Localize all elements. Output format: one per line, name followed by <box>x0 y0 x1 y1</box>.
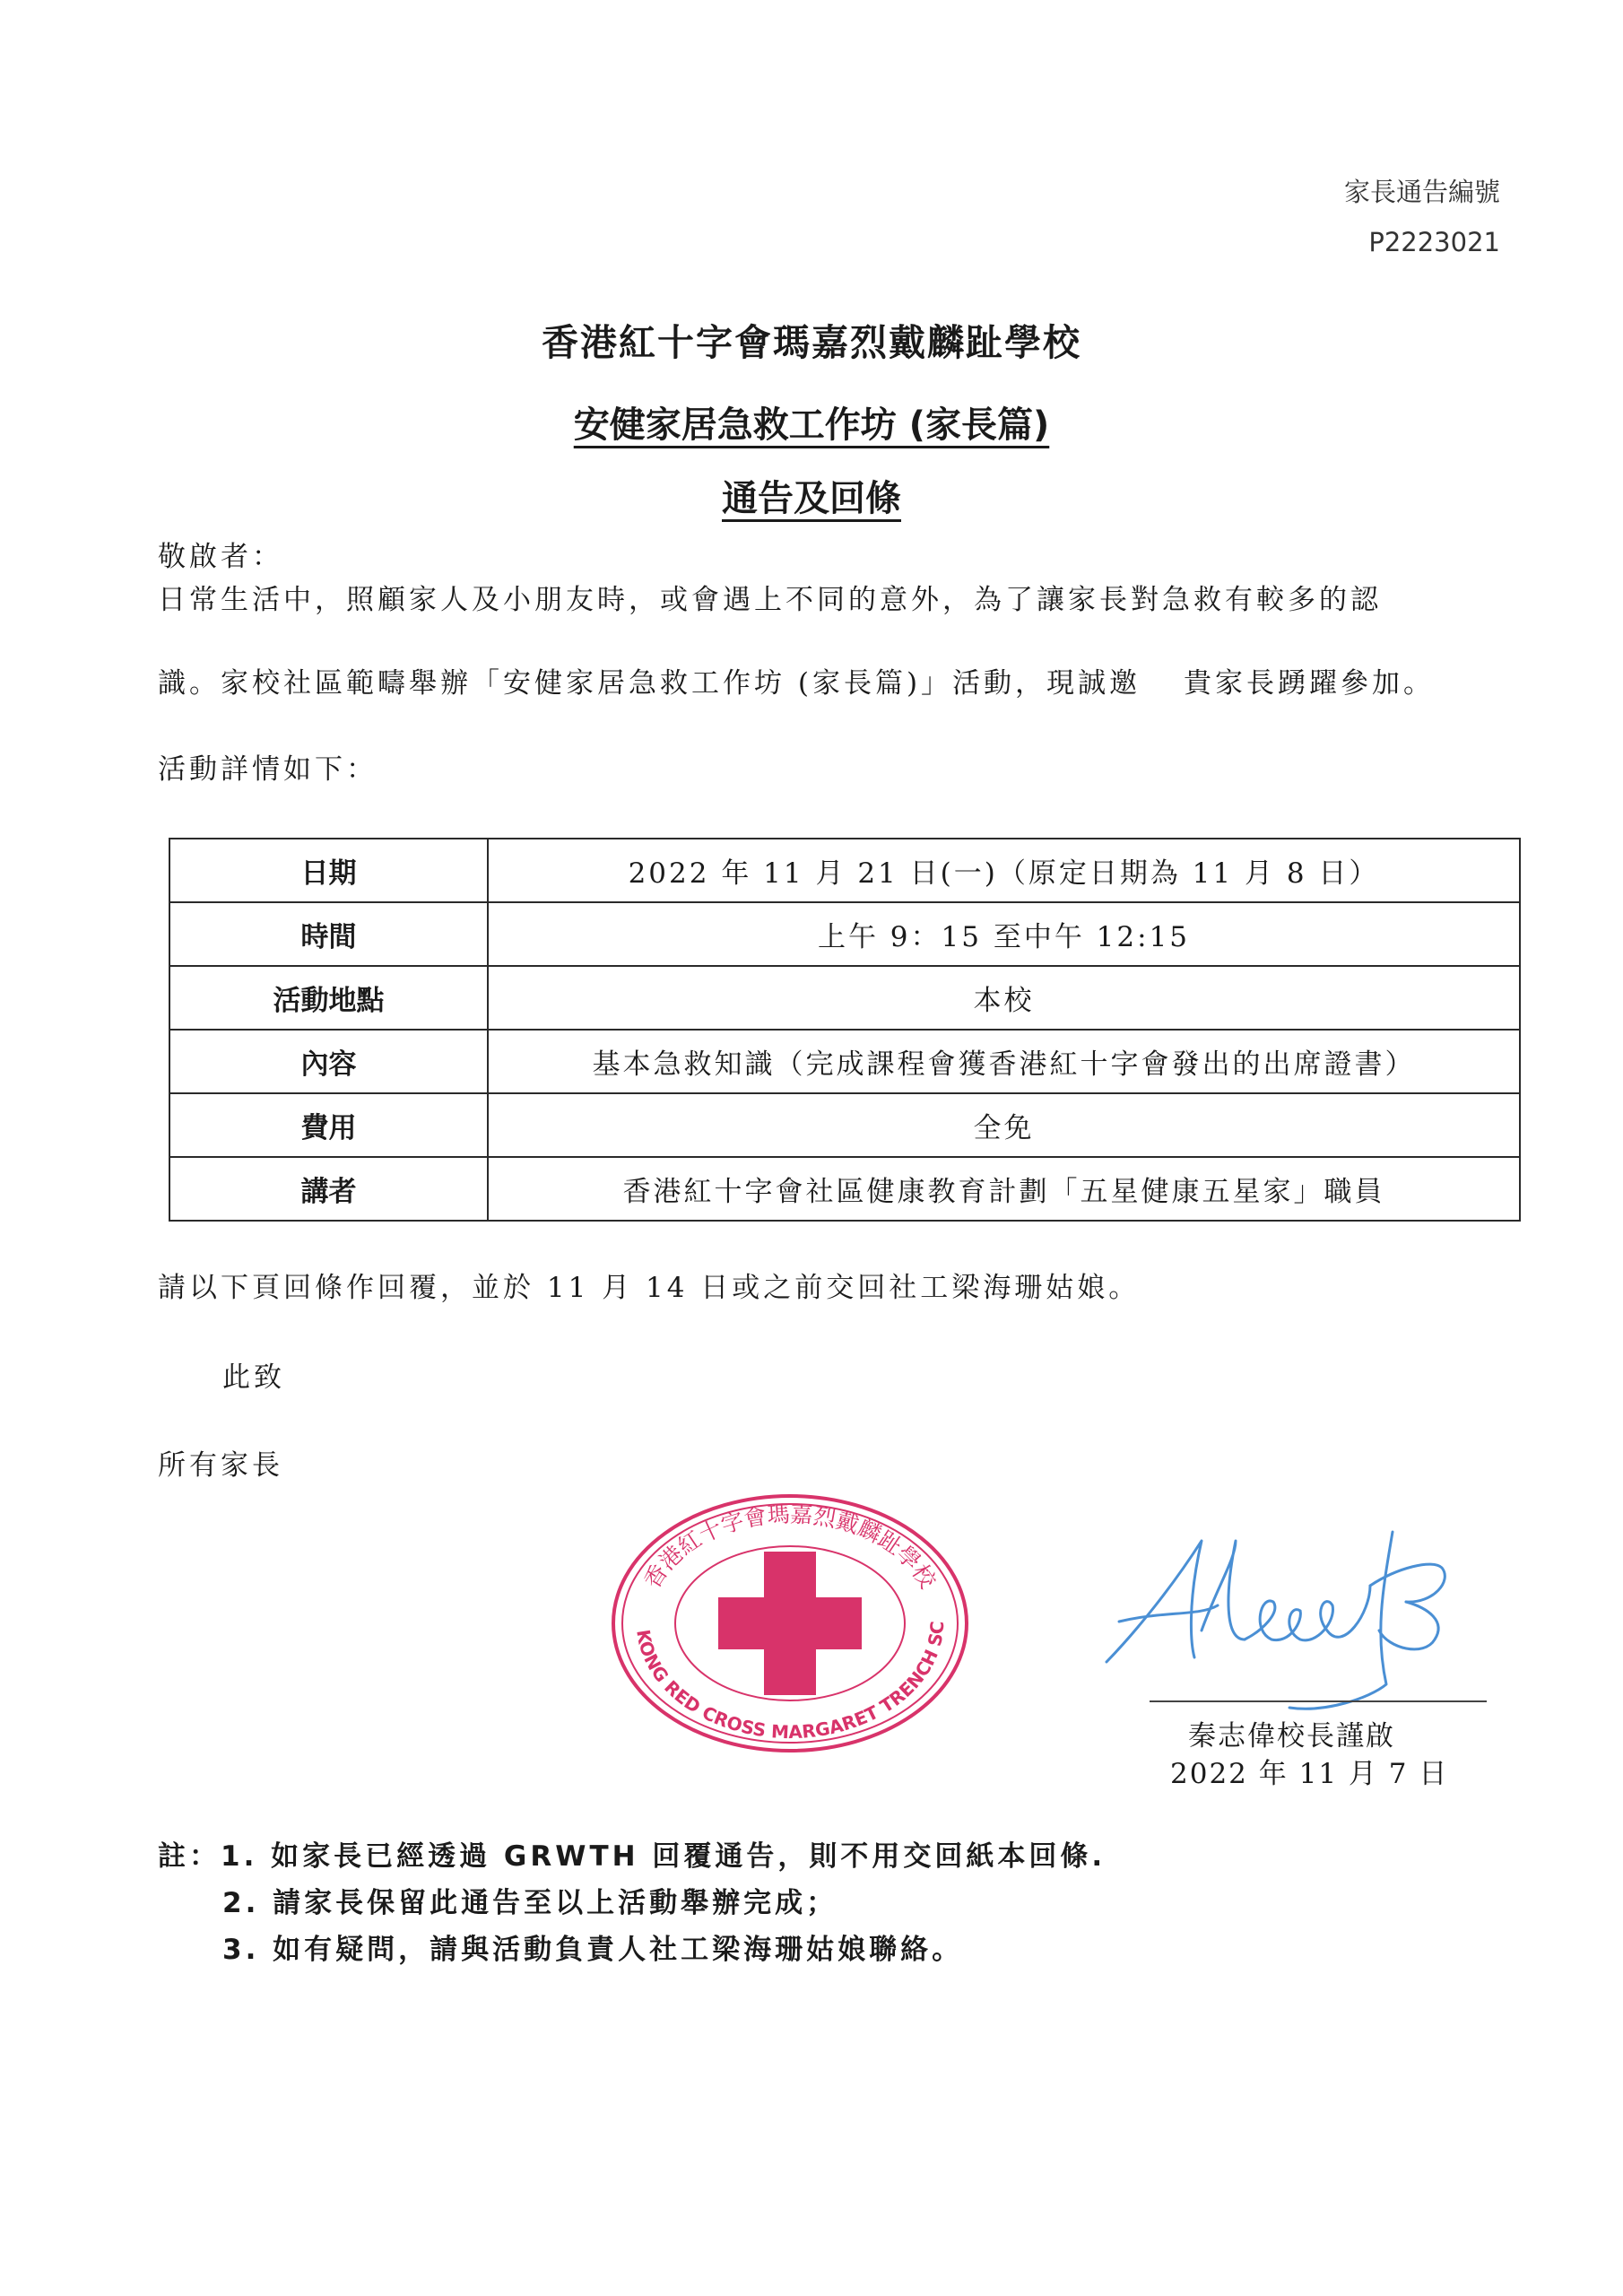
recipient: 所有家長 <box>158 1449 283 1482</box>
detail-label: 費用 <box>169 1093 488 1157</box>
notice-title <box>0 404 1623 447</box>
note-3: 3. 如有疑問，請與活動負責人社工梁海珊姑娘聯絡。 <box>222 1934 964 1966</box>
detail-value: 香港紅十字會社區健康教育計劃「五星健康五星家」職員 <box>488 1157 1520 1221</box>
notice-title-text: 安健家居急救工作坊 (家長篇) <box>573 404 1050 446</box>
body-line-2 <box>158 667 1435 700</box>
table-row <box>169 1157 1520 1221</box>
notice-subtitle-text: 通告及回條 <box>722 478 901 519</box>
school-name: 香港紅十字會瑪嘉烈戴麟趾學校 <box>542 321 1081 364</box>
detail-label: 時間 <box>169 902 488 966</box>
signature-date: 2022 年 11 月 7 日 <box>1170 1758 1449 1790</box>
signature-line <box>1150 1700 1487 1702</box>
body-line-1: 日常生活中，照顧家人及小朋友時，或會遇上不同的意外，為了讓家長對急救有較多的認 <box>158 584 1382 616</box>
closing: 此致 <box>222 1361 285 1394</box>
table-row <box>169 966 1520 1030</box>
body-line-2a: 識。家校社區範疇舉辦「安健家居急救工作坊 (家長篇)」活動，現誠邀 <box>158 667 1141 700</box>
detail-label: 講者 <box>169 1157 488 1221</box>
reply-instruction: 請以下頁回條作回覆，並於 11 月 14 日或之前交回社工梁海珊姑娘。 <box>158 1272 1141 1304</box>
detail-value: 基本急救知識（完成課程會獲香港紅十字會發出的出席證書） <box>488 1030 1520 1093</box>
signer-name: 秦志偉校長謹啟 <box>1188 1720 1395 1752</box>
table-row <box>169 902 1520 966</box>
school-seal <box>606 1489 974 1761</box>
seal-text-cn: 香港紅十字會瑪嘉烈戴麟趾學校 <box>638 1500 942 1593</box>
signature-icon <box>1101 1505 1478 1720</box>
activity-details-table <box>169 838 1521 1222</box>
detail-value: 全免 <box>488 1093 1520 1157</box>
red-cross-icon <box>718 1552 862 1695</box>
detail-label: 日期 <box>169 839 488 902</box>
details-intro: 活動詳情如下： <box>158 753 378 786</box>
detail-label: 活動地點 <box>169 966 488 1030</box>
table-row <box>169 1093 1520 1157</box>
seal-text-en: KONG RED CROSS MARGARET TRENCH SC <box>632 1620 949 1744</box>
note-1: 註：1. 如家長已經透過 GRWTH 回覆通告，則不用交回紙本回條. <box>158 1840 1107 1873</box>
table-row <box>169 839 1520 902</box>
note-2: 2. 請家長保留此通告至以上活動舉辦完成； <box>222 1887 838 1919</box>
notice-ref-label: 家長通告編號 <box>1343 177 1500 207</box>
detail-value: 上午 9：15 至中午 12:15 <box>488 902 1520 966</box>
detail-label: 內容 <box>169 1030 488 1093</box>
salutation: 敬啟者： <box>158 541 283 573</box>
body-line-2b: 貴家長踴躍參加。 <box>1184 667 1436 700</box>
principal-signature <box>1101 1505 1478 1724</box>
seal-icon <box>606 1489 974 1758</box>
detail-value: 本校 <box>488 966 1520 1030</box>
table-row <box>169 1030 1520 1093</box>
notice-ref-number: P2223021 <box>1368 227 1500 257</box>
detail-value: 2022 年 11 月 21 日(一)（原定日期為 11 月 8 日） <box>488 839 1520 902</box>
notice-subtitle <box>0 477 1623 520</box>
